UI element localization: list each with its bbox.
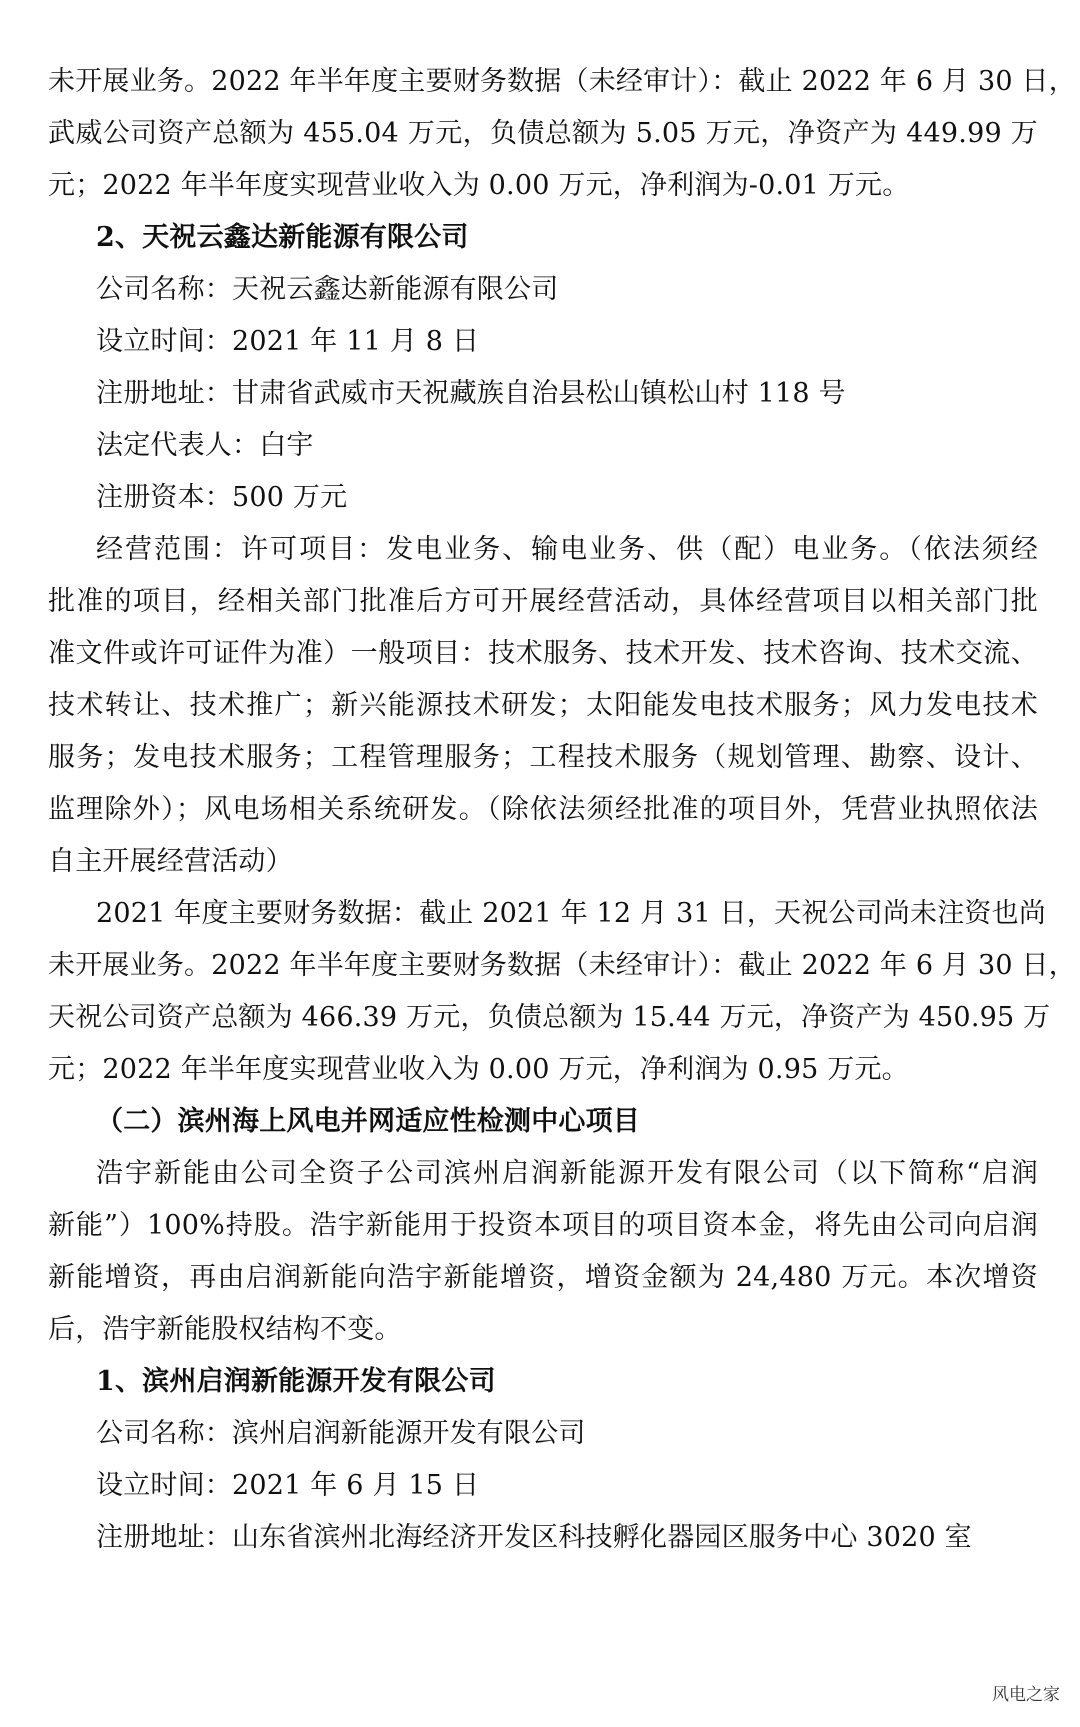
text-line: 公司名称：天祝云鑫达新能源有限公司	[96, 274, 559, 305]
text-line: 未开展业务。2022 年半年度主要财务数据（未经审计）：截止 2022 年 6 月 30 日，	[48, 950, 1076, 981]
text-line: 注册地址：山东省滨州北海经济开发区科技孵化器园区服务中心 3020 室	[96, 1522, 972, 1553]
section-heading: 1、滨州启润新能源开发有限公司	[96, 1366, 496, 1397]
watermark: 风电之家	[992, 1685, 1060, 1705]
text-line: 批准的项目，经相关部门批准后方可开展经营活动，具体经营项目以相关部门批	[48, 586, 1038, 617]
text-line: 武威公司资产总额为 455.04 万元，负债总额为 5.05 万元，净资产为 449.99 万	[48, 118, 1038, 149]
text-line: 2021 年度主要财务数据：截止 2021 年 12 月 31 日，天祝公司尚未注资也尚	[96, 898, 1047, 929]
text-line: 元；2022 年半年度实现营业收入为 0.00 万元，净利润为 0.95 万元。	[48, 1054, 909, 1085]
text-line: 元；2022 年半年度实现营业收入为 0.00 万元，净利润为-0.01 万元。	[48, 170, 910, 201]
text-line: 经营范围：许可项目：发电业务、输电业务、供（配）电业务。（依法须经	[96, 534, 1038, 565]
text-line: 准文件或许可证件为准）一般项目：技术服务、技术开发、技术咨询、技术交流、	[48, 638, 1038, 669]
text-line: 自主开展经营活动）	[48, 846, 293, 877]
text-line: 注册地址：甘肃省武威市天祝藏族自治县松山镇松山村 118 号	[96, 378, 846, 409]
text-line: 后，浩宇新能股权结构不变。	[48, 1314, 402, 1345]
text-line: 公司名称：滨州启润新能源开发有限公司	[96, 1418, 586, 1449]
text-line: 技术转让、技术推广；新兴能源技术研发；太阳能发电技术服务；风力发电技术	[48, 690, 1038, 721]
text-line: 法定代表人：白宇	[96, 430, 314, 461]
text-line: 服务；发电技术服务；工程管理服务；工程技术服务（规划管理、勘察、设计、	[48, 742, 1038, 773]
text-line: 天祝公司资产总额为 466.39 万元，负债总额为 15.44 万元，净资产为 450.95 万	[48, 1002, 1051, 1033]
section-heading: （二）滨州海上风电并网适应性检测中心项目	[96, 1106, 640, 1137]
text-line: 浩宇新能由公司全资子公司滨州启润新能源开发有限公司（以下简称“启润	[96, 1158, 1038, 1189]
text-line: 新能”）100%持股。浩宇新能用于投资本项目的项目资本金，将先由公司向启润	[48, 1210, 1038, 1241]
section-heading: 2、天祝云鑫达新能源有限公司	[96, 222, 469, 253]
text-line: 设立时间：2021 年 11 月 8 日	[96, 326, 480, 357]
text-line: 未开展业务。2022 年半年度主要财务数据（未经审计）：截止 2022 年 6 月 30 日，	[48, 66, 1076, 97]
text-line: 设立时间：2021 年 6 月 15 日	[96, 1470, 480, 1501]
text-line: 注册资本：500 万元	[96, 482, 348, 513]
text-line: 新能增资，再由启润新能向浩宇新能增资，增资金额为 24,480 万元。本次增资	[48, 1262, 1038, 1293]
text-line: 监理除外）；风电场相关系统研发。（除依法须经批准的项目外，凭营业执照依法	[48, 794, 1038, 825]
